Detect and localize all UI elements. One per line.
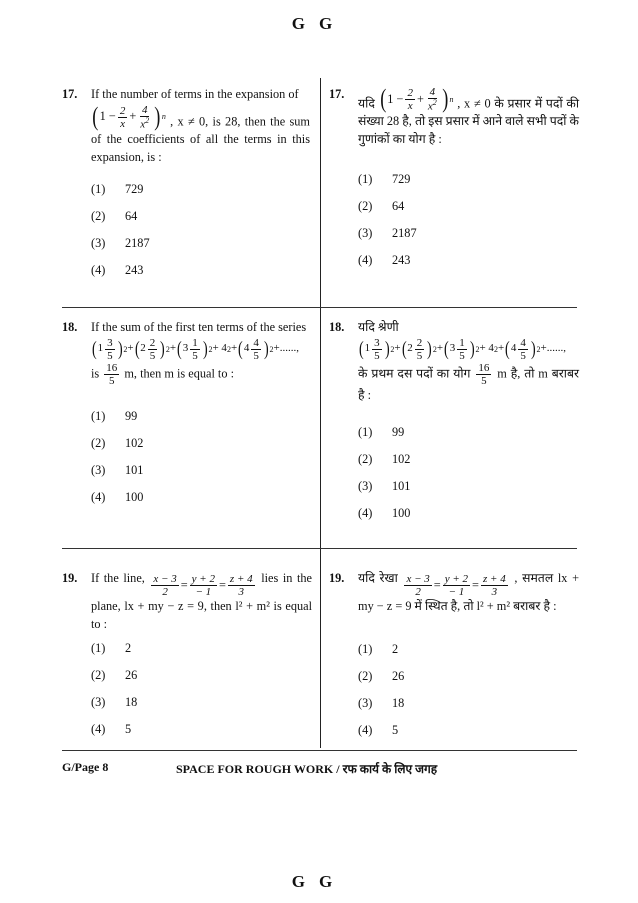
expansion-expression: ( 1 − $\frac{2}{x}$ + $\frac{4}{x^2}$ ) n	[379, 84, 454, 114]
question-intro: If the number of terms in the expansion of	[91, 87, 299, 101]
question-number: 19.	[62, 571, 78, 585]
question-17-hi	[329, 86, 579, 275]
series-expression: ( 1 $\frac{3}{5}$ ) 2 + ( 2 $\frac{2}{5}$ ) 2 + ( 3 $\frac{1}{5}$ ) 2 + 4 2 + ( 4 $\frac{4}{5}$ ) 2 +......,	[359, 336, 566, 362]
option-2[interactable]: (2) 26	[91, 668, 138, 683]
option-2[interactable]: (2) 64	[91, 209, 138, 224]
question-number: 19.	[329, 571, 345, 585]
question-19-hi	[329, 570, 579, 744]
option-3[interactable]: (3) 18	[358, 695, 405, 710]
column-divider	[320, 78, 321, 748]
question-number: 17.	[62, 87, 78, 101]
question-rest: , x ≠ 0 के प्रसार में पदों की संख्या 28 है, तो इस प्रसार में आने वाले सभी पदों के गुणांकों का योग है :	[358, 96, 580, 147]
question-intro: If the line,	[91, 571, 145, 585]
option-4[interactable]: (4) 243	[91, 263, 144, 278]
option-1[interactable]: (1) 2	[358, 641, 399, 656]
page-header-marks	[0, 14, 638, 34]
separator-footer	[62, 750, 577, 751]
option-2[interactable]: (2) 102	[358, 451, 411, 466]
option-2[interactable]: (2) 64	[358, 199, 405, 214]
question-is: is	[91, 366, 100, 381]
question-intro: यदि	[358, 96, 375, 111]
question-19-en	[62, 570, 312, 744]
question-rest: , समतल lx + my − z = 9 में स्थित है, तो l² + m² बराबर है :	[358, 571, 580, 614]
question-rest: lies in the plane, lx + my − z = 9, then l² + m² is equal to :	[91, 571, 312, 632]
expansion-expression: ( 1 − $\frac{2}{x}$ + $\frac{4}{x^2}$ ) n	[92, 102, 166, 132]
option-4[interactable]: (4) 100	[358, 505, 411, 520]
line-equation: $\frac{x - 3}{2}$ = $\frac{y + 2}{- 1}$ = $\frac{z + 4}{3}$	[153, 573, 253, 599]
option-3[interactable]: (3) 2187	[358, 226, 417, 241]
question-text	[91, 570, 312, 634]
question-text: If the sum of the first ten terms of the series ( 1 $\frac{3}{5}$ ) 2 + ( 2 $\frac{2}{5}$ ) 2 + ( 3 $\frac{1}{5}$ ) 2 + 4 2 + ( 4 $\frac{4}{5}$ ) 2 +......, is $\frac{16}{5}$ m, then m is equal to :	[91, 320, 307, 388]
option-1[interactable]: (1) 729	[358, 172, 411, 187]
option-4[interactable]: (4) 5	[358, 722, 399, 737]
question-number: 18.	[329, 320, 345, 334]
option-3[interactable]: (3) 2187	[91, 236, 150, 251]
footer-mark-left: G	[291, 872, 319, 891]
question-rest: , x ≠ 0, is 28, then the sum of the coefficients of all the terms in this expansion, is :	[91, 114, 311, 164]
option-4[interactable]: (4) 100	[91, 489, 144, 504]
header-mark-left: G	[291, 14, 319, 33]
question-18-hi	[329, 319, 579, 527]
option-1[interactable]: (1) 99	[91, 408, 138, 423]
page-footer-marks	[0, 872, 638, 892]
option-3[interactable]: (3) 101	[358, 478, 411, 493]
series-expression: ( 1 $\frac{3}{5}$ ) 2 + ( 2 $\frac{2}{5}$ ) 2 + ( 3 $\frac{1}{5}$ ) 2 + 4 2 + ( 4 $\frac{4}{5}$ ) 2 +......,	[92, 336, 299, 362]
question-intro: If the sum of the first ten terms of the series	[91, 320, 307, 334]
question-18-en	[62, 319, 312, 511]
option-2[interactable]: (2) 102	[91, 435, 144, 450]
separator-17-18	[62, 307, 577, 308]
question-number: 17.	[329, 87, 345, 101]
separator-18-19	[62, 548, 577, 549]
question-mid: के प्रथम दस पदों का योग	[358, 366, 471, 381]
question-intro: यदि श्रेणी	[358, 320, 399, 334]
page-label: G/Page 8	[62, 760, 109, 774]
option-4[interactable]: (4) 243	[358, 253, 411, 268]
option-3[interactable]: (3) 101	[91, 462, 144, 477]
option-4[interactable]: (4) 5	[91, 722, 132, 737]
header-mark-right: G	[319, 14, 347, 33]
option-1[interactable]: (1) 99	[358, 424, 405, 439]
option-3[interactable]: (3) 18	[91, 695, 138, 710]
question-text	[358, 570, 579, 616]
rough-work-label: SPACE FOR ROUGH WORK / रफ कार्य के लिए जगह	[176, 762, 438, 776]
option-1[interactable]: (1) 2	[91, 641, 132, 656]
question-rest: m है, तो m बराबर है :	[358, 366, 580, 403]
question-rest: m, then m is equal to :	[124, 366, 234, 381]
question-text	[358, 86, 579, 149]
option-1[interactable]: (1) 729	[91, 182, 144, 197]
line-equation: $\frac{x - 3}{2}$ = $\frac{y + 2}{- 1}$ = $\frac{z + 4}{3}$	[406, 573, 506, 599]
question-text: यदि श्रेणी ( 1 $\frac{3}{5}$ ) 2 + ( 2 $\frac{2}{5}$ ) 2 + ( 3 $\frac{1}{5}$ ) 2 + 4 2 + ( 4 $\frac{4}{5}$ ) 2 +......, के प्रथम दस पदों का योग $\frac{16}{5}$ m है, तो m बराबर है :	[358, 320, 580, 403]
question-17-en	[62, 86, 310, 285]
footer-mark-right: G	[319, 872, 347, 891]
question-text	[91, 86, 310, 167]
question-number: 18.	[62, 320, 78, 334]
question-intro: यदि रेखा	[358, 571, 398, 585]
option-2[interactable]: (2) 26	[358, 668, 405, 683]
